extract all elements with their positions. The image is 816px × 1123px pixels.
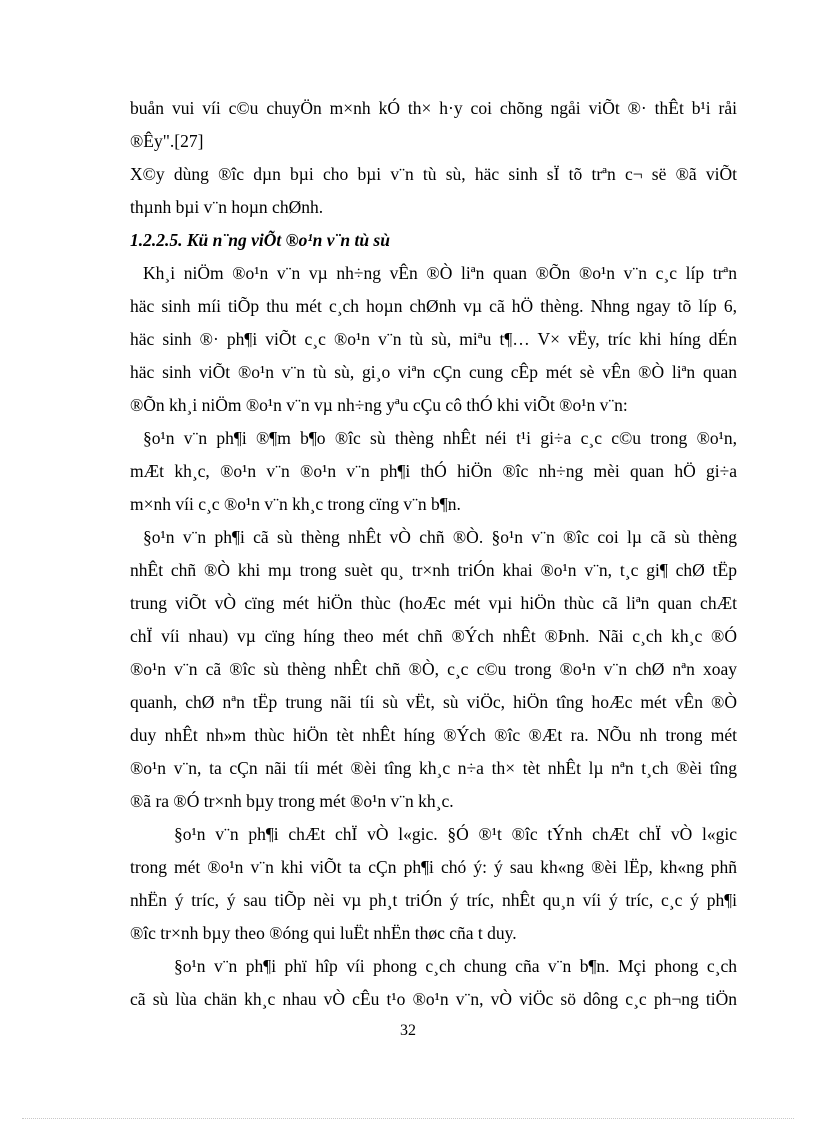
text-line: mÆt kh¸c, ®o¹n v¨n ®o¹n v¨n ph¶i thÓ hiÖn ®îc nh÷ng mèi quan hÖ gi÷a bbox=[130, 461, 737, 481]
text-line: §o¹n v¨n ph¶i phï hîp víi phong c¸ch chung cña v¨n b¶n. Mçi phong c¸ch bbox=[174, 956, 737, 976]
text-line: ®îc tr×nh bµy theo ®óng qui luËt nhËn thøc cña t duy. bbox=[130, 923, 517, 943]
text-line: ®o¹n v¨n, ta cÇn nãi tíi mét ®èi tîng kh¸c n÷a th× tèt nhÊt lµ nªn t¸ch ®èi tîng bbox=[130, 758, 737, 778]
text-line: häc sinh míi tiÕp thu mét c¸ch hoµn chØnh vµ cã hÖ thèng. Nhng ngay tõ líp 6, bbox=[130, 296, 737, 316]
text-line: ®o¹n v¨n cã ®îc sù thèng nhÊt chñ ®Ò, c¸c c©u trong ®o¹n v¨n chØ nªn xoay bbox=[130, 659, 737, 679]
text-line: thµnh bµi v¨n hoµn chØnh. bbox=[130, 197, 324, 217]
text-line: Kh¸i niÖm ®o¹n v¨n vµ nh÷ng vÊn ®Ò liªn quan ®Õn ®o¹n v¨n c¸c líp trªn bbox=[143, 263, 737, 283]
text-line: nhÊt chñ ®Ò khi mµ trong suèt qu¸ tr×nh triÓn khai ®o¹n v¨n, t¸c gi¶ chØ tËp bbox=[130, 560, 737, 580]
text-line: §o¹n v¨n ph¶i chÆt chÏ vÒ l«gic. §Ó ®¹t ®îc tÝnh chÆt chÏ vÒ l«gic bbox=[174, 824, 737, 844]
text-line: §o¹n v¨n ph¶i cã sù thèng nhÊt vÒ chñ ®Ò. §o¹n v¨n ®îc coi lµ cã sù thèng bbox=[143, 527, 737, 547]
text-line: trung viÕt vÒ cïng mét hiÖn thùc (hoÆc mét vµi hiÖn thùc cã liªn quan chÆt bbox=[130, 593, 737, 613]
text-line: m×nh víi c¸c ®o¹n v¨n kh¸c trong cïng v¨n b¶n. bbox=[130, 494, 461, 514]
text-line: häc sinh ®· ph¶i viÕt c¸c ®o¹n v¨n tù sù, miªu t¶… V× vËy, tríc khi híng dÉn bbox=[130, 329, 737, 349]
text-line: häc sinh viÕt ®o¹n v¨n tù sù, gi¸o viªn cÇn cung cÊp mét sè vÊn ®Ò liªn quan bbox=[130, 362, 737, 382]
text-line: duy nhÊt nh»m thùc hiÖn tèt nhÊt híng ®Ých ®îc ®Æt ra. NÕu nh trong mét bbox=[130, 725, 737, 745]
text-line: X©y dùng ®îc dµn bµi cho bµi v¨n tù sù, häc sinh sÏ tõ trªn c¬ së ®ã viÕt bbox=[130, 164, 737, 184]
text-line: ®Õn kh¸i niÖm ®o¹n v¨n vµ nh÷ng yªu cÇu cô thÓ khi viÕt ®o¹n v¨n: bbox=[130, 395, 628, 415]
text-line: quanh, chØ nªn tËp trung nãi tíi sù vËt, sù viÖc, hiÖn tîng hoÆc mét vÊn ®Ò bbox=[130, 692, 737, 712]
text-line: chÏ víi nhau) vµ cïng híng theo mét chñ ®Ých nhÊt ®Þnh. Nãi c¸ch kh¸c ®Ó bbox=[130, 626, 737, 646]
text-line: buån vui víi c©u chuyÖn m×nh kÓ th× h·y coi chõng ngåi viÕt ®· thÊt b¹i råi bbox=[130, 98, 737, 118]
text-line: ®ã ra ®Ó tr×nh bµy trong mét ®o¹n v¨n kh¸c. bbox=[130, 791, 454, 811]
page-bottom-divider bbox=[22, 1118, 794, 1119]
text-line: §o¹n v¨n ph¶i ®¶m b¶o ®îc sù thèng nhÊt néi t¹i gi÷a c¸c c©u trong ®o¹n, bbox=[143, 428, 737, 448]
text-line: cã sù lùa chän kh¸c nhau vÒ cÊu t¹o ®o¹n v¨n, vÒ viÖc sö dông c¸c ph¬ng tiÖn bbox=[130, 989, 737, 1009]
text-line: ®Êy".[27] bbox=[130, 131, 204, 151]
text-line: nhËn ý tríc, ý sau tiÕp nèi vµ ph¸t triÓn ý tríc, nhÊt qu¸n víi ý tríc, c¸c ý ph¶i bbox=[130, 890, 737, 910]
section-heading: 1.2.2.5. Kü n¨ng viÕt ®o¹n v¨n tù sù bbox=[130, 230, 390, 250]
document-body bbox=[130, 92, 737, 1016]
text-line: trong mét ®o¹n v¨n khi viÕt ta cÇn ph¶i chó ý: ý sau kh«ng ®èi lËp, kh«ng phñ bbox=[130, 857, 737, 877]
page-number: 32 bbox=[400, 1022, 416, 1039]
